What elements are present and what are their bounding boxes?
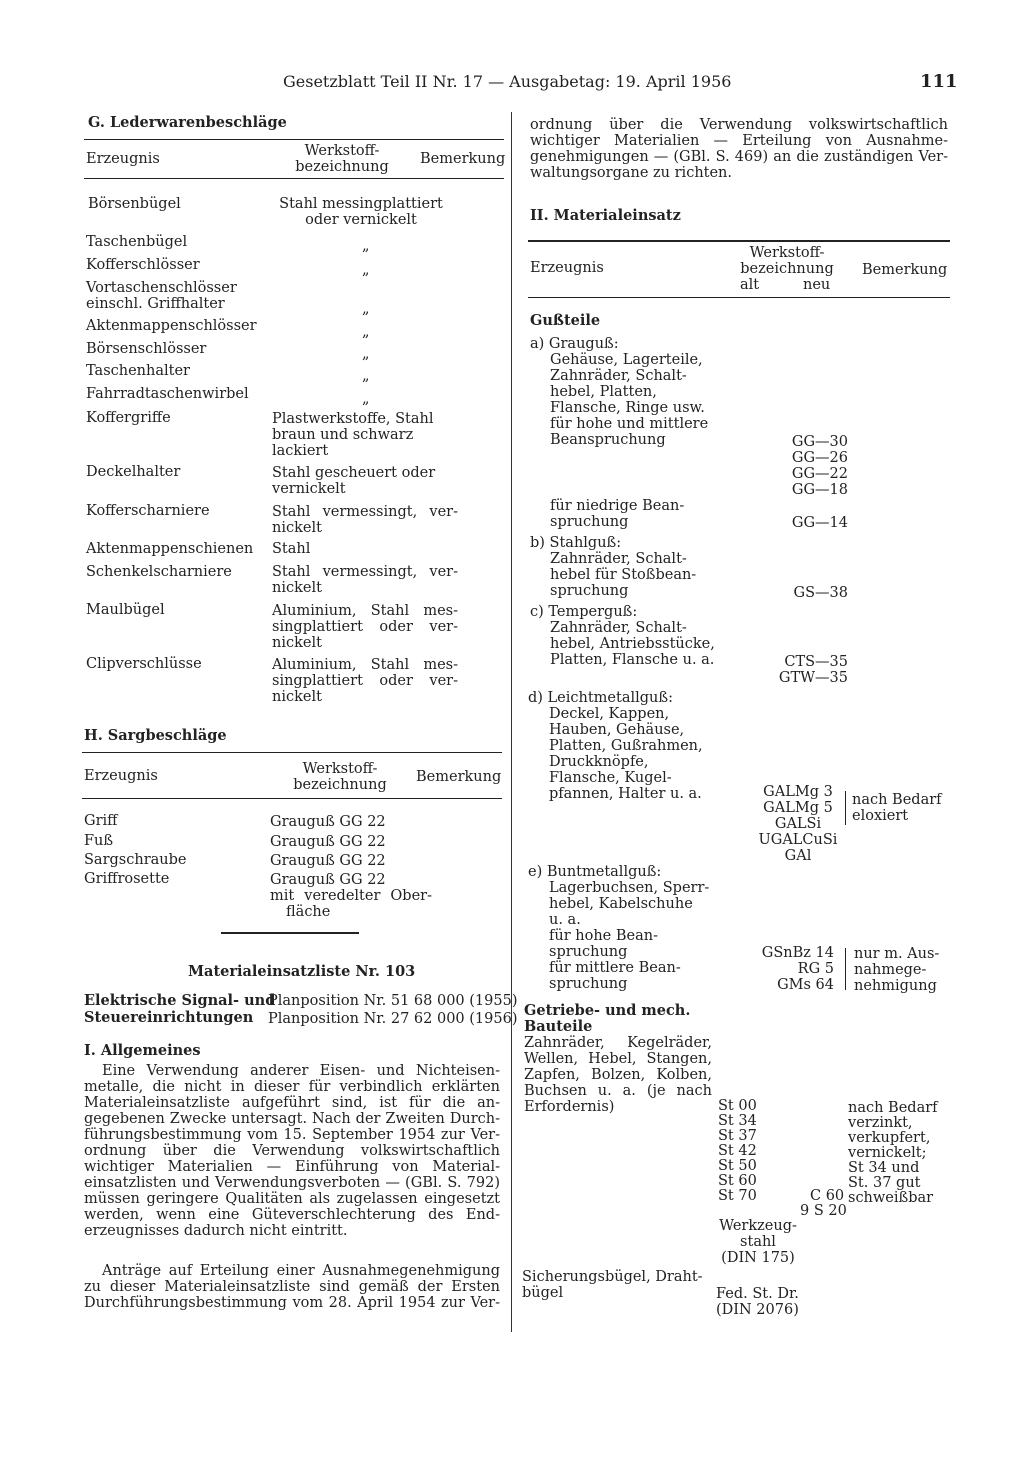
table-row-material: Grauguß GG 22 (270, 814, 386, 830)
text-line: Buchsen u. a. (je nach (524, 1083, 712, 1099)
materialeinsatz-top-rule (528, 240, 950, 242)
note-line: nahmege- (854, 962, 927, 978)
material-code: GG—30 (791, 434, 848, 450)
section-h-title: H. Sargbeschläge (84, 727, 227, 744)
table-row-material (272, 564, 458, 596)
text-line: Lagerbuchsen, Sperr- (549, 880, 710, 896)
getriebe-text (524, 1035, 712, 1115)
table-row-material: Stahl (272, 541, 311, 557)
page-header-title: Gesetzblatt Teil II Nr. 17 — Ausgabetag: 19. April 1956 (283, 72, 732, 91)
material-code: GG—18 (791, 482, 848, 498)
section-g-col-bemerkung: Bemerkung (420, 151, 506, 167)
group-e-note (854, 946, 939, 994)
table-row-material (272, 657, 458, 705)
allgemeines-paragraph-1 (84, 1063, 500, 1239)
text-line: Anträge auf Erteilung einer Ausnahmegenehmigung (102, 1263, 500, 1279)
col-werkstoff-line1: Werkstoff- (304, 143, 380, 159)
table-row-material (272, 465, 444, 497)
text-line: spruchung (550, 514, 629, 530)
text-line: Deckel, Kappen, (549, 706, 670, 722)
table-row-material: Grauguß GG 22 (270, 853, 386, 869)
table-row-material (272, 411, 444, 459)
ditto-mark: „ (362, 238, 370, 254)
column-separator (511, 112, 512, 1332)
note-line: nur m. Aus- (854, 946, 940, 962)
allgemeines-paragraph-2 (84, 1263, 500, 1311)
text-line: Materialeinsatzliste aufgeführt sind, ist für die an- (84, 1095, 500, 1111)
group-c-codes (760, 654, 848, 686)
material-line: nickelt (272, 520, 322, 536)
table-row-name: Griffrosette (84, 871, 170, 887)
text-line: Flansche, Ringe usw. (550, 400, 705, 416)
group-e-codes (744, 945, 834, 993)
text-line: ordnung über die Verwendung volkswirtschaftlich (530, 117, 948, 133)
material-code: St 42 (718, 1143, 757, 1159)
table-row-name: Schenkelscharniere (86, 564, 232, 580)
text-line: hebel, Antriebsstücke, (550, 636, 715, 652)
section-h-col-erzeugnis: Erzeugnis (84, 768, 158, 784)
table-row-material (272, 603, 458, 651)
group-d-text (549, 706, 703, 802)
material-code: St 70 (718, 1188, 757, 1204)
table-row-material (272, 504, 458, 536)
section-g-col-erzeugnis: Erzeugnis (86, 151, 160, 167)
page-number: 111 (920, 71, 958, 92)
material-code: GALMg 5 (763, 800, 833, 816)
col-werkstoff-line2: bezeichnung (295, 159, 389, 175)
text-line: spruchung (550, 583, 629, 599)
ditto-mark: „ (362, 346, 370, 362)
material-code: GALSi (774, 816, 822, 832)
col-werkstoff-line1: Werkstoff- (302, 761, 378, 777)
text-line: Zahnräder, Schalt- (550, 551, 687, 567)
table-row-name: Koffergriffe (86, 410, 171, 426)
material-code: GTW—35 (778, 670, 848, 686)
text-line: Eine Verwendung anderer Eisen- und Nichteisen- (102, 1063, 500, 1079)
material-code: St 00 (718, 1098, 757, 1114)
text-line: Zahnräder, Kegelräder, (524, 1035, 712, 1051)
material-code: St 50 (718, 1158, 757, 1174)
text-line: für niedrige Bean- (550, 498, 685, 514)
material-line: singplattiert oder ver- (272, 619, 458, 635)
group-a-label: a) Grauguß: (530, 336, 619, 352)
text-line: für hohe und mittlere (550, 416, 709, 432)
table-row-name: Vortaschenschlösser (86, 280, 237, 296)
table-row-name: Fuß (84, 833, 114, 849)
text-line: zu dieser Materialeinsatzliste sind gemäß der Ersten (84, 1279, 500, 1295)
group-a-text (550, 352, 708, 448)
material-line: Grauguß GG 22 (270, 872, 386, 888)
section-h-header-rule (82, 798, 502, 799)
text-line: u. a. (549, 912, 581, 928)
group-a-low-text (550, 498, 684, 530)
section-h-top-rule (82, 752, 502, 753)
table-row-name: Börsenschlösser (86, 341, 207, 357)
getriebe-st-codes (718, 1099, 757, 1204)
material-line: Aluminium, Stahl mes- (272, 603, 458, 619)
material-code: St 34 (718, 1113, 757, 1129)
material-code: St 60 (718, 1173, 757, 1189)
text-line: erzeugnisses dadurch nicht eintritt. (84, 1223, 348, 1239)
material-code: CTS—35 (784, 654, 848, 670)
text-line: waltungsorgane zu richten. (530, 165, 733, 181)
material-line: mit veredelter Ober- (270, 888, 432, 904)
federstahldraht (716, 1286, 799, 1318)
text-line: für hohe Bean- (549, 928, 658, 944)
note-line: schweißbar (848, 1190, 934, 1206)
material-line: Stahl messingplattiert (279, 196, 443, 212)
getriebe-note (848, 1101, 938, 1206)
note-line: nehmigung (854, 978, 937, 994)
material-code: GG—26 (791, 450, 848, 466)
material-code: GG—22 (791, 466, 848, 482)
right-intro-paragraph (530, 117, 948, 181)
text-line: führungsbestimmung vom 15. September 1954 zur Ver- (84, 1127, 500, 1143)
table-row-name: Aktenmappenschlösser (86, 318, 257, 334)
material-line: fläche (286, 904, 331, 920)
col-werkstoff-line1: Werkstoff- (749, 245, 825, 261)
text-line: für mittlere Bean- (549, 960, 681, 976)
text-line: spruchung (549, 976, 628, 992)
table-row-name: Fahrradtaschenwirbel (86, 386, 249, 402)
group-c-text (550, 620, 715, 668)
materialeinsatz-header-rule (528, 297, 950, 298)
col-werkstoff-line2: bezeichnung (293, 777, 387, 793)
text-line: Erfordernis) (524, 1099, 615, 1115)
text-line: einsatzlisten und Verwendungsverboten — (GBl. S. 792) (84, 1175, 500, 1191)
text-line: Beanspruchung (550, 432, 666, 448)
text-line: Druckknöpfe, (549, 754, 649, 770)
note-line: St. 37 gut (848, 1175, 921, 1191)
material-code: UGALCuSi (758, 832, 838, 848)
text-line: Zahnräder, Schalt- (550, 620, 687, 636)
liste-left-line1: Elektrische Signal- und (84, 992, 276, 1009)
table-row-name: Sargschraube (84, 852, 187, 868)
group-e-label: e) Buntmetallguß: (528, 864, 662, 880)
section-g-title: G. Lederwarenbeschläge (88, 114, 287, 131)
text-line: hebel für Stoßbean- (550, 567, 697, 583)
materialeinsatz-col-alt: alt (740, 277, 760, 293)
material-line: Stahl vermessingt, ver- (272, 564, 458, 580)
materialeinsatz-title: II. Materialeinsatz (530, 207, 681, 224)
ditto-mark: „ (362, 262, 370, 278)
material-line: nickelt (272, 689, 322, 705)
getriebe-c60: C 60 (810, 1188, 845, 1204)
text-line: Gehäuse, Lagerteile, (550, 352, 703, 368)
text-line: (DIN 2076) (716, 1302, 799, 1318)
group-b-label: b) Stahlguß: (530, 535, 622, 551)
material-line: Stahl vermessingt, ver- (272, 504, 458, 520)
text-line: müssen geringere Qualitäten als zugelassen eingesetzt (84, 1191, 500, 1207)
group-d-codes (752, 784, 844, 864)
table-row-name: Deckelhalter (86, 464, 181, 480)
col-werkstoff-line2: bezeichnung (740, 261, 834, 277)
sicherungsbuegel (522, 1269, 703, 1301)
getriebe-title (524, 1003, 690, 1035)
ditto-mark: „ (362, 301, 370, 317)
text-line: Fed. St. Dr. (716, 1286, 799, 1302)
material-code: St 37 (718, 1128, 757, 1144)
text-line: Zapfen, Bolzen, Kolben, (524, 1067, 712, 1083)
text-line: hebel, Platten, (550, 384, 657, 400)
table-row-material (272, 196, 450, 228)
group-e-brace (845, 948, 848, 990)
section-divider (221, 932, 359, 934)
getriebe-9s20: 9 S 20 (800, 1203, 847, 1219)
text-line: stahl (740, 1234, 776, 1250)
material-code: GALMg 3 (763, 784, 833, 800)
note-line: verkupfert, (848, 1130, 931, 1146)
group-c-label: c) Temperguß: (530, 604, 638, 620)
ditto-mark: „ (362, 324, 370, 340)
table-row-name: Taschenbügel (86, 234, 188, 250)
table-row-name: Kofferschlösser (86, 257, 200, 273)
text-line: Wellen, Hebel, Stangen, (524, 1051, 712, 1067)
table-row-name: Taschenhalter (86, 363, 190, 379)
text-line: (DIN 175) (721, 1250, 795, 1266)
text-line: hebel, Kabelschuhe (549, 896, 693, 912)
liste-left-line2: Steuereinrichtungen (84, 1009, 254, 1026)
text-line: Sicherungsbügel, Draht- (522, 1269, 703, 1285)
material-line: nickelt (272, 635, 322, 651)
materialeinsatz-col-werkstoff (732, 245, 842, 277)
section-g-col-werkstoff (282, 143, 402, 175)
group-b-code: GS—38 (793, 585, 848, 601)
ditto-mark: „ (362, 391, 370, 407)
werkzeugstahl (712, 1218, 804, 1266)
material-code: GMs 64 (777, 977, 834, 993)
text-line: Zahnräder, Schalt- (550, 368, 687, 384)
text-line: Bauteile (524, 1018, 593, 1035)
text-line: Flansche, Kugel- (549, 770, 672, 786)
table-row-name-line2: einschl. Griffhalter (86, 296, 225, 312)
table-row-material (270, 872, 432, 920)
text-line: werden, wenn eine Güteverschlechterung des End- (84, 1207, 500, 1223)
material-line: Aluminium, Stahl mes- (272, 657, 458, 673)
material-line: oder vernickelt (305, 212, 417, 228)
text-line: Platten, Flansche u. a. (550, 652, 715, 668)
material-line: singplattiert oder ver- (272, 673, 458, 689)
material-line: braun und schwarz (272, 427, 414, 443)
table-row-name: Griff (84, 813, 118, 829)
note-line: verzinkt, (848, 1115, 913, 1131)
material-code: GAl (784, 848, 812, 864)
materialeinsatz-col-bemerkung: Bemerkung (862, 262, 948, 278)
material-line: nickelt (272, 580, 322, 596)
group-d-note (852, 792, 942, 824)
section-g-top-rule (84, 139, 504, 140)
allgemeines-title: I. Allgemeines (84, 1042, 201, 1059)
ditto-mark: „ (362, 368, 370, 384)
text-line: Getriebe- und mech. (524, 1002, 691, 1019)
note-line: eloxiert (852, 808, 909, 824)
group-b-text (550, 551, 696, 599)
material-code: GSnBz 14 (761, 945, 834, 961)
text-line: Durchführungsbestimmung vom 28. April 1954 zur Ver- (84, 1295, 500, 1311)
group-d-label: d) Leichtmetallguß: (528, 690, 673, 706)
gussteile-heading: Gußteile (530, 312, 601, 329)
table-row-name: Maulbügel (86, 602, 165, 618)
text-line: gegebenen Zwecke untersagt. Nach der Zweiten Durch- (84, 1111, 500, 1127)
text-line: Werkzeug- (719, 1218, 797, 1234)
liste-planposition-1: Planposition Nr. 51 68 000 (1955) (268, 993, 518, 1009)
note-line: nach Bedarf (852, 792, 942, 808)
material-line: Stahl gescheuert oder (272, 465, 436, 481)
table-row-material: Grauguß GG 22 (270, 834, 386, 850)
section-h-col-bemerkung: Bemerkung (416, 769, 502, 785)
text-line: genehmigungen — (GBl. S. 469) an die zuständigen Ver- (530, 149, 948, 165)
section-h-col-werkstoff (280, 761, 400, 793)
liste-planposition-2: Planposition Nr. 27 62 000 (1956) (268, 1011, 518, 1027)
group-a-codes (760, 434, 848, 498)
text-line: ordnung über die Verwendung volkswirtschaftlich (84, 1143, 500, 1159)
material-line: lackiert (272, 443, 329, 459)
liste-title: Materialeinsatzliste Nr. 103 (188, 963, 416, 980)
text-line: pfannen, Halter u. a. (549, 786, 702, 802)
note-line: St 34 und (848, 1160, 920, 1176)
material-line: Plastwerkstoffe, Stahl (272, 411, 434, 427)
table-row-name: Clipverschlüsse (86, 656, 202, 672)
group-d-brace (845, 791, 848, 825)
materialeinsatz-col-erzeugnis: Erzeugnis (530, 260, 604, 276)
text-line: Hauben, Gehäuse, (549, 722, 685, 738)
text-line: bügel (522, 1285, 564, 1301)
note-line: nach Bedarf (848, 1100, 938, 1116)
table-row-name: Kofferscharniere (86, 503, 210, 519)
text-line: wichtiger Materialien — Erteilung von Ausnahme- (530, 133, 948, 149)
table-row-name: Börsenbügel (88, 196, 181, 212)
group-a-low-code: GG—14 (791, 515, 848, 531)
material-code: RG 5 (797, 961, 834, 977)
text-line: spruchung (549, 944, 628, 960)
group-e-text (549, 880, 709, 992)
text-line: wichtiger Materialien — Einführung von Material- (84, 1159, 500, 1175)
section-g-header-rule (84, 178, 504, 179)
material-line: vernickelt (272, 481, 346, 497)
materialeinsatz-col-neu: neu (803, 277, 831, 293)
note-line: vernickelt; (848, 1145, 927, 1161)
text-line: metalle, die nicht in dieser für verbindlich erklärten (84, 1079, 500, 1095)
table-row-name: Aktenmappenschienen (86, 541, 254, 557)
text-line: Platten, Gußrahmen, (549, 738, 703, 754)
